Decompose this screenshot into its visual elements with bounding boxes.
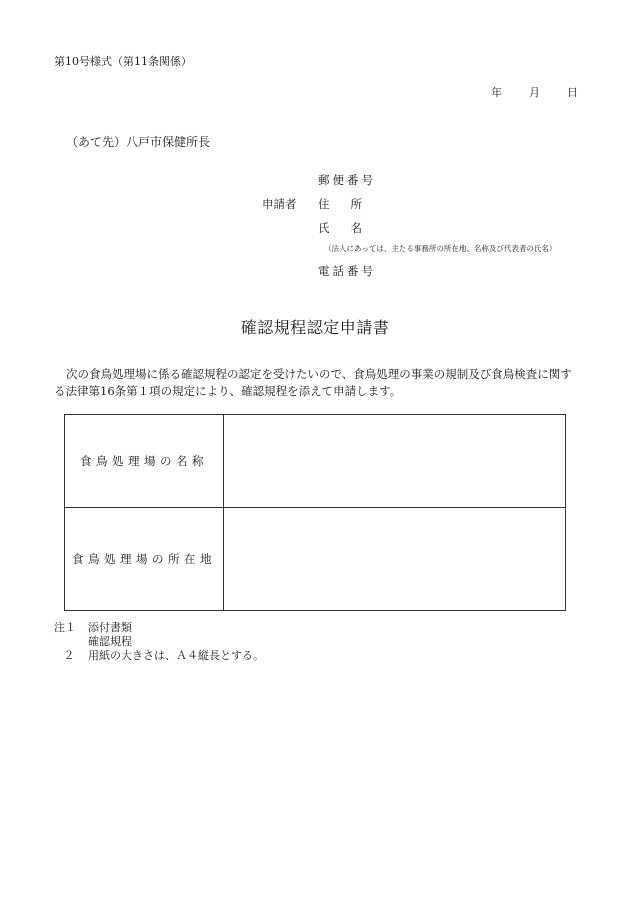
form-number: 第10号様式（第11条関係） (54, 55, 192, 68)
date-month-label: 月 (529, 86, 540, 99)
name-label-char-2: 名 (350, 221, 362, 235)
corporate-note: （法人にあっては、主たる事務所の所在地、名称及び代表者の氏名） (324, 244, 557, 253)
facility-location-label: 食鳥処理場の所在地 (65, 508, 224, 611)
date-year-label: 年 (491, 86, 502, 99)
facility-name-field[interactable] (224, 415, 566, 508)
note-1-sub: 確認規程 (88, 635, 132, 648)
name-label-char-1: 氏 (318, 221, 330, 235)
table-row (65, 415, 566, 508)
applicant-label: 申請者 (262, 197, 297, 211)
facility-name-label: 食鳥処理場の名称 (65, 415, 224, 508)
postal-code-label: 郵便番号 (318, 173, 376, 187)
address-label-char-2: 所 (350, 197, 362, 211)
note-1-text: 添付書類 (88, 621, 132, 634)
facility-info-table (64, 414, 566, 611)
document-title: 確認規程認定申請書 (240, 318, 390, 337)
notes (54, 621, 264, 663)
note-2-key: ２ (63, 649, 75, 662)
table-row (65, 508, 566, 611)
note-2-text: 用紙の大きさは、Ａ４縦長とする。 (88, 649, 264, 662)
name-label (318, 220, 362, 236)
address-label (318, 196, 362, 212)
phone-label: 電話番号 (318, 264, 376, 278)
addressee: （あて先）八戸市保健所長 (66, 135, 211, 149)
address-label-char-1: 住 (318, 197, 330, 211)
note-1-key: 注１ (54, 621, 76, 634)
application-statement: 次の食鳥処理場に係る確認規程の認定を受けたいので、食鳥処理の事業の規制及び食鳥検査に関する法律第16条第１項の規定により、確認規程を添えて申請します。 (54, 367, 572, 398)
facility-location-field[interactable] (224, 508, 566, 611)
date-day-label: 日 (567, 86, 578, 99)
